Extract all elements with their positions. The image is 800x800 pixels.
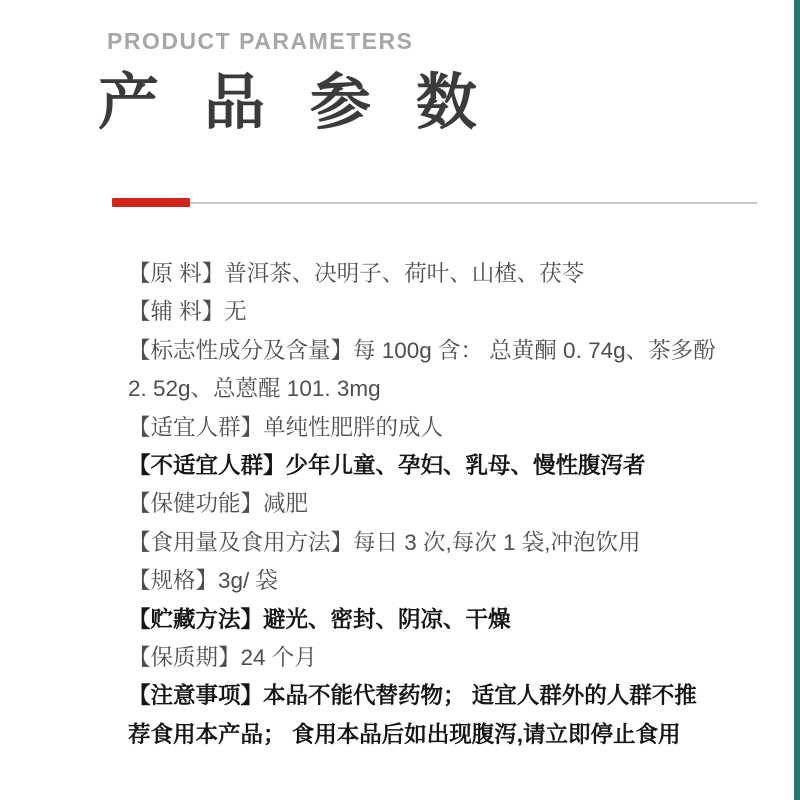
param-line: 【贮藏方法】避光、密封、阴凉、干燥 bbox=[128, 606, 511, 632]
param-line: 【原 料】普洱茶、决明子、荷叶、山楂、茯苓 bbox=[128, 261, 585, 286]
param-line: 2. 52g、总蒽醌 101. 3mg bbox=[128, 376, 381, 402]
param-line: 【保健功能】减肥 bbox=[128, 491, 309, 517]
param-line: 【规格】3g/ 袋 bbox=[128, 568, 279, 594]
param-line: 【保质期】24 个月 bbox=[128, 645, 317, 671]
param-line: 【适宜人群】单纯性肥胖的成人 bbox=[128, 414, 444, 440]
parameters-list bbox=[128, 255, 788, 754]
param-line: 【不适宜人群】少年儿童、孕妇、乳母、慢性腹泻者 bbox=[128, 453, 646, 479]
param-line: 【注意事项】本品不能代替药物； 适宜人群外的人群不推 bbox=[128, 683, 697, 709]
divider-line bbox=[190, 202, 757, 204]
param-line: 荐食用本产品； 食用本品后如出现腹泻,请立即停止食用 bbox=[128, 721, 681, 747]
param-line: 【标志性成分及含量】每 100g 含： 总黄酮 0. 74g、茶多酚 bbox=[128, 337, 716, 363]
right-edge-strip bbox=[794, 0, 800, 800]
section-eyebrow: PRODUCT PARAMETERS bbox=[107, 28, 414, 54]
param-line: 【辅 料】无 bbox=[128, 299, 247, 325]
accent-bar bbox=[112, 198, 190, 207]
page-title: 产 品 参 数 bbox=[98, 68, 491, 136]
param-line: 【食用量及食用方法】每日 3 次,每次 1 袋,冲泡饮用 bbox=[128, 529, 641, 555]
